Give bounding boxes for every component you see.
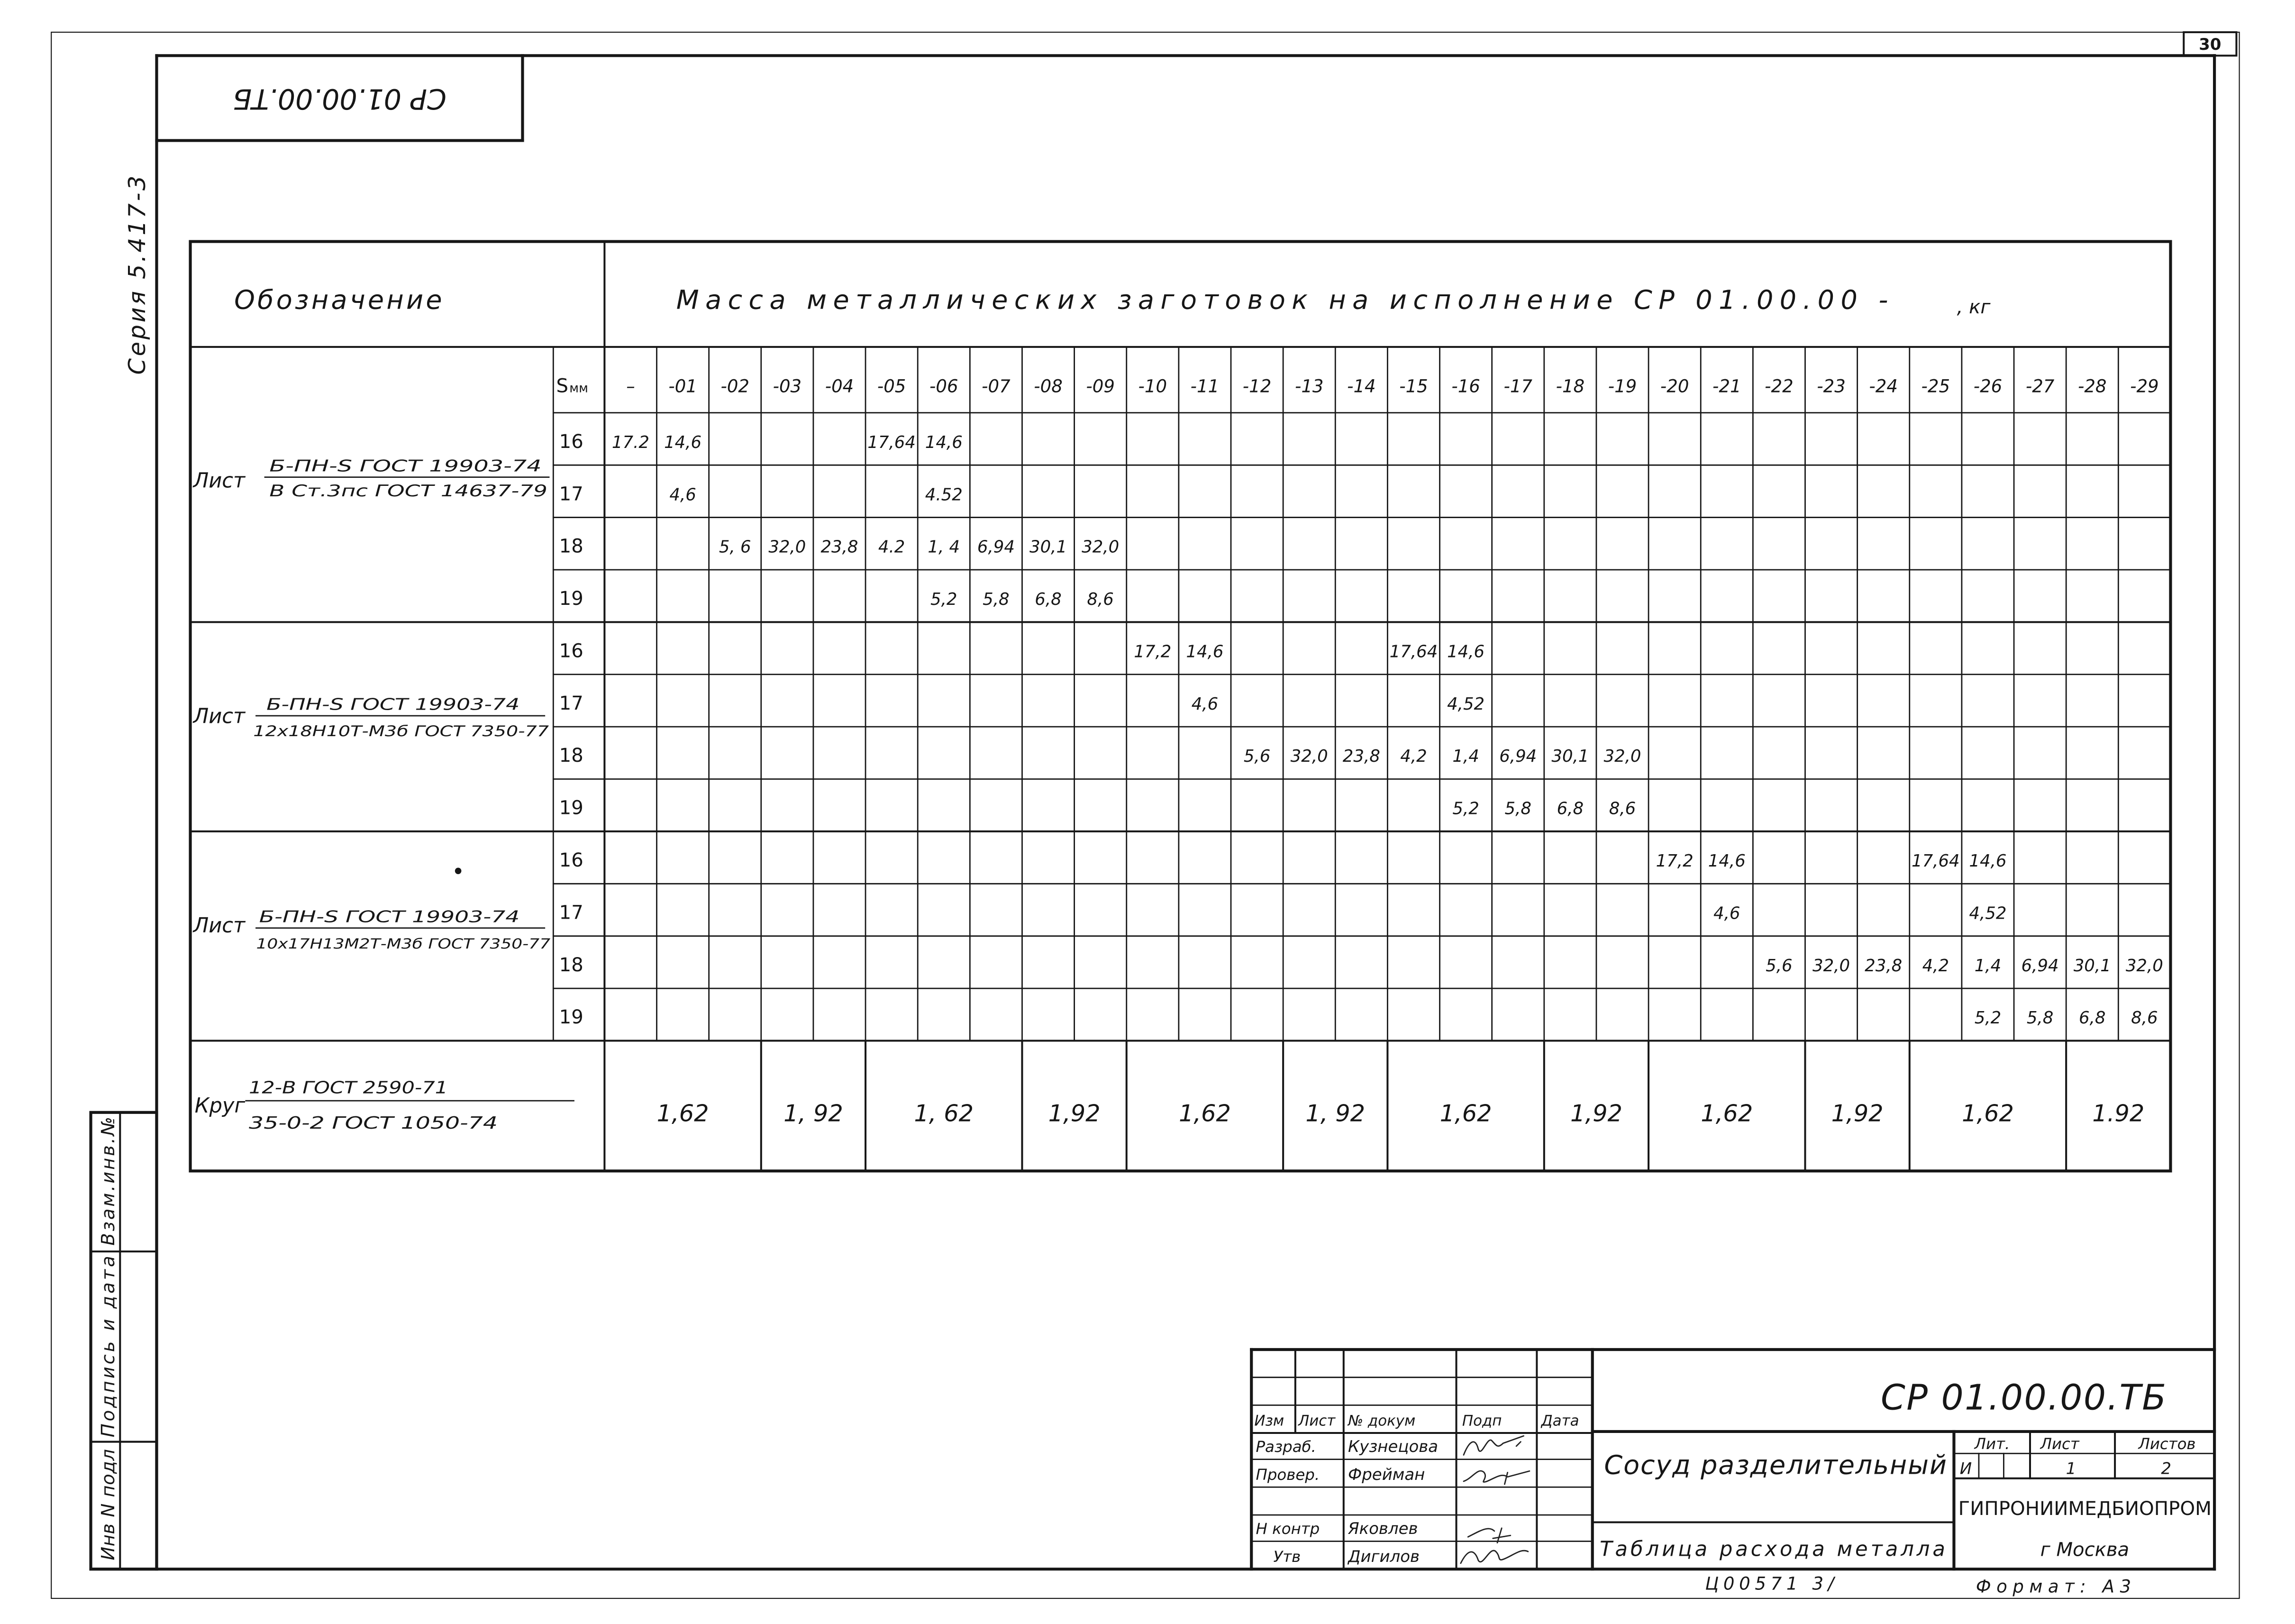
round-bar-mass: 1,62 — [1961, 1099, 2014, 1127]
person-name: Яковлев — [1348, 1519, 1418, 1539]
mass-value: 4,6 — [1191, 694, 1219, 714]
mass-value: 17.2 — [611, 432, 649, 452]
thickness-value: 16 — [559, 849, 583, 872]
column-code: -28 — [2077, 376, 2107, 397]
signature — [1468, 1528, 1511, 1543]
mass-value: 17,64 — [1389, 642, 1438, 662]
column-code: -18 — [1556, 376, 1585, 397]
mass-value: 4,6 — [1713, 903, 1740, 923]
thickness-value: 17 — [559, 483, 583, 505]
group-numerator: Б-ПН-S ГОСТ 19903-74 — [269, 456, 542, 476]
mass-value: 5,8 — [2026, 1008, 2054, 1028]
sheet-format: Формат: А3 — [1976, 1576, 2131, 1597]
stage-value: И — [1959, 1459, 1972, 1478]
sheet-value: 1 — [2066, 1459, 2076, 1478]
signature — [1464, 1471, 1530, 1484]
mass-value: 5,2 — [1974, 1008, 2002, 1028]
thickness-unit: мм — [569, 381, 588, 396]
round-bar-mass: 1, 92 — [1305, 1099, 1366, 1127]
thickness-value: 16 — [559, 430, 583, 453]
column-code: -23 — [1817, 376, 1846, 397]
document-code: СР 01.00.00.ТБ — [1881, 1377, 2167, 1418]
column-code: -16 — [1451, 376, 1480, 397]
sheet-col-header: Лист — [1298, 1412, 1336, 1430]
thickness-value: 16 — [559, 640, 583, 662]
mass-value: 1,4 — [1452, 747, 1479, 766]
mass-value: 30,1 — [1029, 537, 1067, 557]
mass-value: 14,6 — [1708, 851, 1746, 871]
signature — [1464, 1436, 1524, 1455]
mass-value: 4,52 — [1447, 694, 1485, 714]
mass-value: 23,8 — [820, 537, 858, 557]
mass-value: 23,8 — [1865, 956, 1903, 976]
round-bar-mass: 1,62 — [656, 1099, 709, 1127]
designation-header: Обозначение — [234, 284, 442, 316]
mass-value: 8,6 — [1087, 590, 1114, 610]
column-code: -04 — [825, 376, 854, 397]
round-bar-numerator: 12-В ГОСТ 2590-71 — [249, 1078, 448, 1098]
mass-value: 14,6 — [1186, 642, 1224, 662]
column-code: -15 — [1399, 376, 1428, 397]
mass-value: 8,6 — [1609, 799, 1636, 819]
mass-value: 6,8 — [1035, 590, 1062, 610]
column-code: -21 — [1712, 376, 1741, 397]
role-label: Провер. — [1256, 1465, 1320, 1484]
column-code: -27 — [2025, 376, 2055, 397]
column-code: -26 — [1973, 376, 2003, 397]
role-label: Н контр — [1256, 1520, 1320, 1538]
mass-value: 6,94 — [1499, 747, 1537, 766]
thickness-value: 17 — [559, 902, 583, 924]
column-code: -14 — [1347, 376, 1376, 397]
ink-dot — [455, 867, 462, 874]
inverted-stamp — [157, 55, 523, 140]
column-code: -17 — [1503, 376, 1533, 397]
thickness-value: 19 — [559, 588, 583, 610]
mass-header: Масса металлических заготовок на исполнение СР 01.00.00 - — [676, 284, 1888, 316]
column-code: -19 — [1608, 376, 1637, 397]
sheet-frame — [51, 32, 2239, 1598]
material-group-2-label — [192, 695, 549, 740]
mass-value: 1, 4 — [928, 537, 960, 557]
document-name: Таблица расхода металла — [1600, 1537, 1945, 1561]
mass-value: 4.2 — [878, 537, 905, 557]
round-bar-title: Круг — [194, 1094, 246, 1118]
original-inventory-label: Инв N подл — [97, 1449, 119, 1560]
round-bar-mass: 1.92 — [2092, 1099, 2145, 1127]
round-bar-mass: 1,62 — [1439, 1099, 1492, 1127]
mass-value: 5,8 — [983, 590, 1010, 610]
column-code: -01 — [668, 376, 697, 397]
group-numerator: Б-ПН-S ГОСТ 19903-74 — [259, 907, 520, 927]
mass-value: 5,6 — [1766, 956, 1793, 976]
thickness-value: 18 — [559, 745, 583, 767]
mass-value: 5,6 — [1243, 747, 1271, 766]
person-name: Фрейман — [1348, 1465, 1425, 1484]
mass-value: 17,2 — [1656, 851, 1694, 871]
mass-value: 32,0 — [1290, 747, 1328, 766]
mass-value: 4.52 — [925, 485, 963, 505]
round-bar-mass: 1,92 — [1570, 1099, 1622, 1127]
mass-value: 32,0 — [1603, 747, 1641, 766]
mass-value: 14,6 — [1969, 851, 2007, 871]
archive-number: Ц00571 3/ — [1705, 1573, 1834, 1594]
column-code: -05 — [877, 376, 906, 397]
mass-value: 5, 6 — [719, 537, 751, 557]
group-label: Лист — [193, 704, 246, 729]
sheet-header: Лист — [2040, 1434, 2079, 1453]
stamp-code: СР 01.00.00.ТБ — [233, 82, 446, 115]
column-code: -25 — [1921, 376, 1950, 397]
mass-value: 17,2 — [1134, 642, 1172, 662]
mass-value: 5,2 — [1452, 799, 1479, 819]
thickness-value: 19 — [559, 797, 583, 819]
round-bar-mass: 1,62 — [1701, 1099, 1753, 1127]
mass-value: 6,94 — [2021, 956, 2059, 976]
sheets-value: 2 — [2161, 1459, 2171, 1478]
mass-value: 14,6 — [925, 432, 963, 452]
mass-value: 32,0 — [1082, 537, 1120, 557]
signature-date-label: Подпись и дата — [97, 1256, 119, 1438]
organization-name: ГИПРОНИИМЕДБИОПРОМ — [1958, 1497, 2212, 1520]
group-denominator: В Ст.3пс ГОСТ 14637-79 — [269, 481, 547, 501]
round-bar-mass: 1,92 — [1048, 1099, 1101, 1127]
column-code: -22 — [1765, 376, 1794, 397]
round-bar-mass: 1,62 — [1178, 1099, 1231, 1127]
mass-unit: , кг — [1957, 296, 1991, 318]
mass-value: 32,0 — [2125, 956, 2163, 976]
material-group-3-label — [192, 867, 551, 951]
table-cells — [559, 376, 2163, 1127]
thickness-value: 17 — [559, 692, 583, 714]
metal-mass-table — [191, 241, 2171, 1171]
stage-header: Лит. — [1974, 1434, 2010, 1453]
mass-value: 4,2 — [1400, 747, 1427, 766]
city-name: г Москва — [2040, 1539, 2130, 1561]
mass-value: 5,2 — [930, 590, 957, 610]
mass-value: 17,64 — [867, 432, 916, 452]
mass-value: 30,1 — [1551, 747, 1589, 766]
mass-value: 8,6 — [2131, 1008, 2158, 1028]
group-label: Лист — [193, 469, 246, 493]
mass-value: 14,6 — [1447, 642, 1485, 662]
mass-value: 1,4 — [1974, 956, 2002, 976]
doc-no-header: № докум — [1348, 1412, 1416, 1430]
round-bar-mass: 1, 62 — [914, 1099, 974, 1127]
column-code: – — [626, 376, 635, 397]
column-code: -29 — [2130, 376, 2159, 397]
mass-value: 30,1 — [2073, 956, 2111, 976]
role-label: Утв — [1273, 1547, 1301, 1566]
signature-header: Подп — [1462, 1412, 1502, 1430]
mass-value: 14,6 — [664, 432, 702, 452]
date-header: Дата — [1541, 1412, 1579, 1430]
mass-value: 4,2 — [1922, 956, 1949, 976]
group-numerator: Б-ПН-S ГОСТ 19903-74 — [266, 695, 520, 714]
column-code: -11 — [1190, 376, 1220, 397]
page-number: 30 — [2199, 35, 2222, 54]
round-bar-mass: 1, 92 — [783, 1099, 843, 1127]
thickness-label: S — [556, 375, 568, 397]
mass-value: 32,0 — [1812, 956, 1850, 976]
mass-value: 6,94 — [977, 537, 1015, 557]
title-block — [1251, 1350, 2214, 1569]
series-label: Серия 5.417-3 — [123, 175, 151, 375]
column-code: -10 — [1138, 376, 1167, 397]
column-code: -06 — [929, 376, 958, 397]
product-name: Сосуд разделительный — [1604, 1450, 1947, 1481]
thickness-value: 18 — [559, 535, 583, 557]
column-code: -02 — [720, 376, 749, 397]
mass-value: 32,0 — [768, 537, 806, 557]
mass-value: 23,8 — [1342, 747, 1380, 766]
change-header: Изм — [1254, 1412, 1284, 1430]
replacement-inventory-label: Взам.инв.№ — [97, 1117, 119, 1246]
column-code: -12 — [1242, 376, 1272, 397]
thickness-value: 19 — [559, 1006, 583, 1029]
side-block — [91, 1113, 157, 1569]
signature — [1461, 1551, 1528, 1563]
column-code: -20 — [1660, 376, 1689, 397]
trim-border — [51, 32, 2239, 1598]
person-name: Дигилов — [1348, 1547, 1420, 1566]
column-code: -13 — [1294, 376, 1324, 397]
column-code: -08 — [1034, 376, 1063, 397]
round-bar-mass: 1,92 — [1831, 1099, 1884, 1127]
person-name: Кузнецова — [1348, 1437, 1439, 1457]
column-code: -07 — [982, 376, 1011, 397]
round-bar-denominator: 35-0-2 ГОСТ 1050-74 — [249, 1113, 498, 1133]
material-group-1-label — [192, 456, 549, 500]
round-bar-label — [195, 1078, 574, 1133]
column-code: -24 — [1869, 376, 1898, 397]
mass-value: 6,8 — [2078, 1008, 2106, 1028]
group-label: Лист — [193, 913, 246, 938]
mass-value: 5,8 — [1504, 799, 1531, 819]
group-denominator: 12х18Н10Т-М3б ГОСТ 7350-77 — [253, 723, 549, 740]
group-denominator: 10х17Н13М2Т-М3б ГОСТ 7350-77 — [256, 935, 551, 952]
mass-value: 17,64 — [1912, 851, 1960, 871]
column-code: -03 — [773, 376, 802, 397]
role-label: Разраб. — [1256, 1438, 1316, 1456]
column-code: -09 — [1086, 376, 1115, 397]
sheets-header: Листов — [2138, 1434, 2196, 1453]
mass-value: 4,6 — [669, 485, 696, 505]
mass-value: 4,52 — [1969, 903, 2007, 923]
mass-value: 6,8 — [1557, 799, 1584, 819]
thickness-value: 18 — [559, 954, 583, 976]
